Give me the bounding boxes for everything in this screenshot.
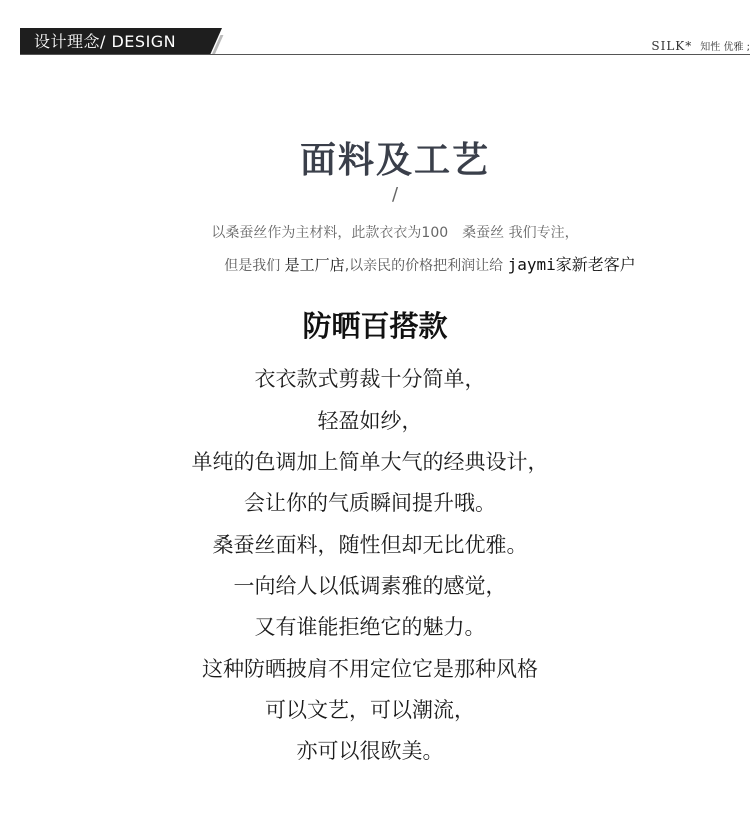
description-line: 衣衣款式剪裁十分简单，	[254, 367, 486, 391]
intro-line-2	[0, 252, 750, 275]
description-line: 一向给人以低调素雅的感觉，	[233, 574, 507, 598]
section-tag: 设计理念/ DESIGN	[20, 28, 210, 55]
description-line: 单纯的色调加上简单大气的经典设计，	[191, 450, 549, 474]
description-line: 轻盈如纱，	[317, 409, 423, 433]
section-subtitle: 防晒百搭款	[302, 309, 448, 343]
intro-line-2-part-c: ,以亲民的价格把利润让给	[344, 258, 508, 274]
description-line: 可以文艺，可以潮流，	[265, 698, 475, 722]
description-line: 桑蚕丝面料，随性但却无比优雅。	[212, 533, 528, 557]
brand-tagline: 知性 优雅 ;	[700, 42, 750, 53]
brand-label	[651, 38, 750, 53]
description-line: 这种防晒披肩不用定位它是那种风格	[202, 657, 538, 681]
intro-line-1: 以桑蚕丝作为主材料，此款衣衣为100 桑蚕丝 我们专注，	[211, 225, 579, 241]
description-line: 会让你的气质瞬间提升哦。	[244, 491, 496, 515]
intro-line-2-customers: jaymi家新老客户	[507, 255, 636, 274]
brand-name: SILK*	[651, 39, 693, 53]
intro-line-2-factory: 是工厂店	[284, 256, 345, 274]
page-title: 面料及工艺	[299, 140, 490, 181]
description-line: 又有谁能拒绝它的魅力。	[254, 615, 486, 639]
description-line: 亦可以很欧美。	[296, 739, 444, 763]
intro-line-2-part-a: 但是我们	[224, 258, 285, 274]
title-separator: /	[391, 184, 399, 205]
section-header	[20, 28, 750, 56]
header-divider	[20, 54, 750, 55]
